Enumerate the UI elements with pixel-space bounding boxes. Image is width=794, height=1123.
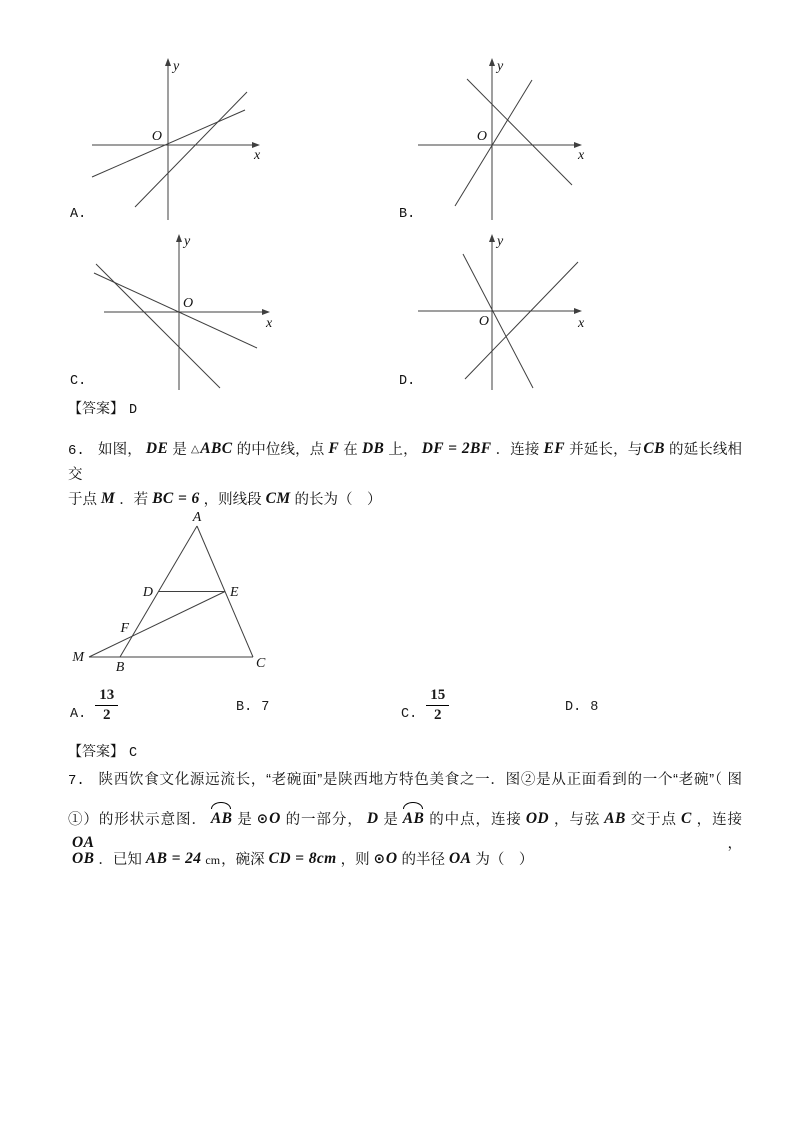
text-segment: 并延长，与 bbox=[569, 442, 643, 458]
text-segment: 的中点，连接 bbox=[428, 812, 522, 828]
origin-label: O bbox=[476, 129, 487, 144]
answer-line-q5 bbox=[68, 399, 137, 420]
text-segment: 陕西饮食文化源远流长，“老碗面”是陕西地方特色美食之一．图②是从正面看到的一个“老碗”（ 图 bbox=[97, 772, 742, 788]
figure-canvas bbox=[85, 50, 270, 225]
text-segment: C bbox=[681, 810, 692, 827]
text-segment: O bbox=[269, 810, 281, 827]
y-axis-arrow-icon bbox=[489, 58, 495, 66]
answer-line-q6 bbox=[68, 742, 137, 763]
q6-option-letter: B. bbox=[236, 700, 253, 715]
question7-line1 bbox=[68, 768, 742, 793]
figure-canvas bbox=[408, 226, 592, 396]
graph-figure-option-b bbox=[408, 50, 593, 225]
text-segment: DE bbox=[145, 440, 169, 457]
vertex-label-C: C bbox=[256, 656, 266, 671]
text-segment: ．若 bbox=[119, 492, 149, 508]
text-segment: BC = 6 bbox=[152, 490, 200, 507]
y-axis-arrow-icon bbox=[165, 58, 171, 66]
x-axis-arrow-icon bbox=[262, 309, 270, 315]
text-segment: 于点 bbox=[68, 492, 97, 508]
origin-label: O bbox=[183, 296, 194, 311]
q6-option-letter: A. bbox=[70, 707, 87, 722]
text-segment: D bbox=[366, 810, 379, 827]
x-axis-label: x bbox=[254, 148, 261, 163]
vertex-label-F: F bbox=[120, 621, 129, 636]
figure-segment bbox=[89, 592, 225, 658]
text-segment: ．连接 bbox=[495, 442, 540, 458]
text-segment: 是 bbox=[236, 812, 253, 828]
q6-option-c bbox=[401, 686, 449, 725]
q6-option-value-fraction bbox=[426, 686, 449, 725]
text-segment: ，则线段 bbox=[203, 492, 262, 508]
text-segment: 的中位线，点 bbox=[236, 442, 325, 458]
text-segment: EF bbox=[543, 440, 566, 457]
text-segment: 如图， bbox=[97, 442, 142, 458]
text-segment: ，则 bbox=[340, 852, 370, 868]
origin-label: O bbox=[478, 314, 489, 329]
graph-option-label-a: A. bbox=[70, 207, 87, 222]
text-segment: OB bbox=[72, 850, 95, 867]
fraction-denominator: 2 bbox=[433, 707, 442, 723]
question7-line3 bbox=[68, 848, 742, 872]
text-segment: AB bbox=[211, 807, 232, 831]
plotted-line bbox=[135, 92, 247, 207]
text-segment: 为（ ） bbox=[475, 852, 534, 868]
origin-label: O bbox=[151, 129, 162, 144]
text-segment: △ bbox=[191, 443, 200, 455]
text-segment: AB bbox=[403, 807, 424, 831]
x-axis-label: x bbox=[578, 316, 585, 331]
graph-figure-option-c bbox=[88, 226, 275, 396]
graph-option-label-d: D. bbox=[399, 374, 416, 389]
q6-option-letter: C. bbox=[401, 707, 418, 722]
text-segment: ①）的形状示意图． bbox=[68, 812, 207, 828]
q6-option-letter: D. bbox=[565, 700, 582, 715]
vertex-label-M: M bbox=[72, 650, 84, 665]
text-segment: 交于点 bbox=[629, 812, 677, 828]
graph-figure-option-a bbox=[85, 50, 270, 225]
q6-option-d bbox=[565, 700, 598, 718]
text-segment: F bbox=[328, 440, 340, 457]
text-segment: ⊙ bbox=[373, 851, 385, 867]
y-axis-arrow-icon bbox=[176, 234, 182, 242]
q6-option-b bbox=[236, 700, 269, 718]
q6-option-value-fraction bbox=[95, 686, 118, 725]
answer-label: 【答案】 bbox=[68, 400, 124, 416]
text-segment: 是 bbox=[382, 812, 399, 828]
answer-label: 【答案】 bbox=[68, 743, 124, 759]
answer-value: C bbox=[129, 746, 138, 761]
vertex-label-E: E bbox=[230, 585, 239, 600]
q6-option-value: 8 bbox=[590, 700, 599, 715]
text-segment: CM bbox=[265, 490, 291, 507]
y-axis-label: y bbox=[497, 234, 504, 249]
figure-canvas bbox=[408, 50, 593, 225]
text-segment: cm bbox=[205, 853, 221, 867]
text-segment: ， bbox=[98, 836, 742, 852]
y-axis-label: y bbox=[184, 234, 191, 249]
text-segment: OD bbox=[525, 810, 550, 827]
answer-value: D bbox=[129, 403, 138, 418]
vertex-label-B: B bbox=[115, 660, 125, 675]
text-segment: AB bbox=[604, 810, 626, 827]
fraction-denominator: 2 bbox=[102, 707, 111, 723]
q6-option-value: 7 bbox=[261, 700, 270, 715]
fraction-numerator: 15 bbox=[426, 686, 449, 706]
text-segment: 的长为（ ） bbox=[294, 492, 382, 508]
plotted-line bbox=[463, 254, 533, 388]
text-segment: M bbox=[101, 490, 116, 507]
text-segment: AB = 24 bbox=[145, 850, 202, 867]
text-segment: 的半径 bbox=[401, 852, 445, 868]
text-segment: 6. bbox=[68, 443, 85, 459]
vertex-label-A: A bbox=[192, 510, 202, 525]
graph-figure-option-d bbox=[408, 226, 592, 396]
fraction-numerator: 13 bbox=[95, 686, 118, 706]
text-segment: O bbox=[385, 850, 398, 867]
text-segment: ，碗深 bbox=[221, 852, 265, 868]
text-segment: ．已知 bbox=[98, 852, 142, 868]
y-axis-label: y bbox=[497, 59, 504, 74]
text-segment: 的延长线相交 bbox=[68, 442, 743, 483]
plotted-line bbox=[455, 80, 532, 206]
plotted-line bbox=[94, 273, 257, 348]
x-axis-arrow-icon bbox=[574, 308, 582, 314]
y-axis-label: y bbox=[173, 59, 180, 74]
text-segment: CB bbox=[643, 440, 665, 457]
text-segment: 上， bbox=[388, 442, 418, 458]
graph-option-label-b: B. bbox=[399, 207, 416, 222]
text-segment: ABC bbox=[200, 440, 233, 457]
x-axis-label: x bbox=[578, 148, 585, 163]
vertex-label-D: D bbox=[142, 585, 153, 600]
figure-canvas bbox=[66, 504, 273, 678]
q6-option-a bbox=[70, 686, 118, 725]
question6-line1 bbox=[68, 438, 742, 487]
text-segment: ，与弦 bbox=[553, 812, 601, 828]
x-axis-label: x bbox=[266, 316, 273, 331]
figure-canvas bbox=[88, 226, 275, 396]
text-segment: ，连接 bbox=[695, 812, 743, 828]
text-segment: OA bbox=[449, 850, 472, 867]
text-segment: OA bbox=[72, 834, 95, 851]
text-segment: ⊙ bbox=[256, 811, 269, 827]
text-segment: 7. bbox=[68, 773, 85, 789]
plotted-line bbox=[96, 264, 220, 388]
text-segment: 是 bbox=[172, 442, 187, 458]
text-segment: 的一部分， bbox=[284, 812, 363, 828]
text-segment: DF = 2BF bbox=[421, 440, 492, 457]
triangle-midline-figure bbox=[66, 504, 273, 678]
graph-option-label-c: C. bbox=[70, 374, 87, 389]
y-axis-arrow-icon bbox=[489, 234, 495, 242]
text-segment: 在 bbox=[343, 442, 358, 458]
text-segment: CD = 8cm bbox=[268, 850, 337, 867]
text-segment: DB bbox=[361, 440, 385, 457]
